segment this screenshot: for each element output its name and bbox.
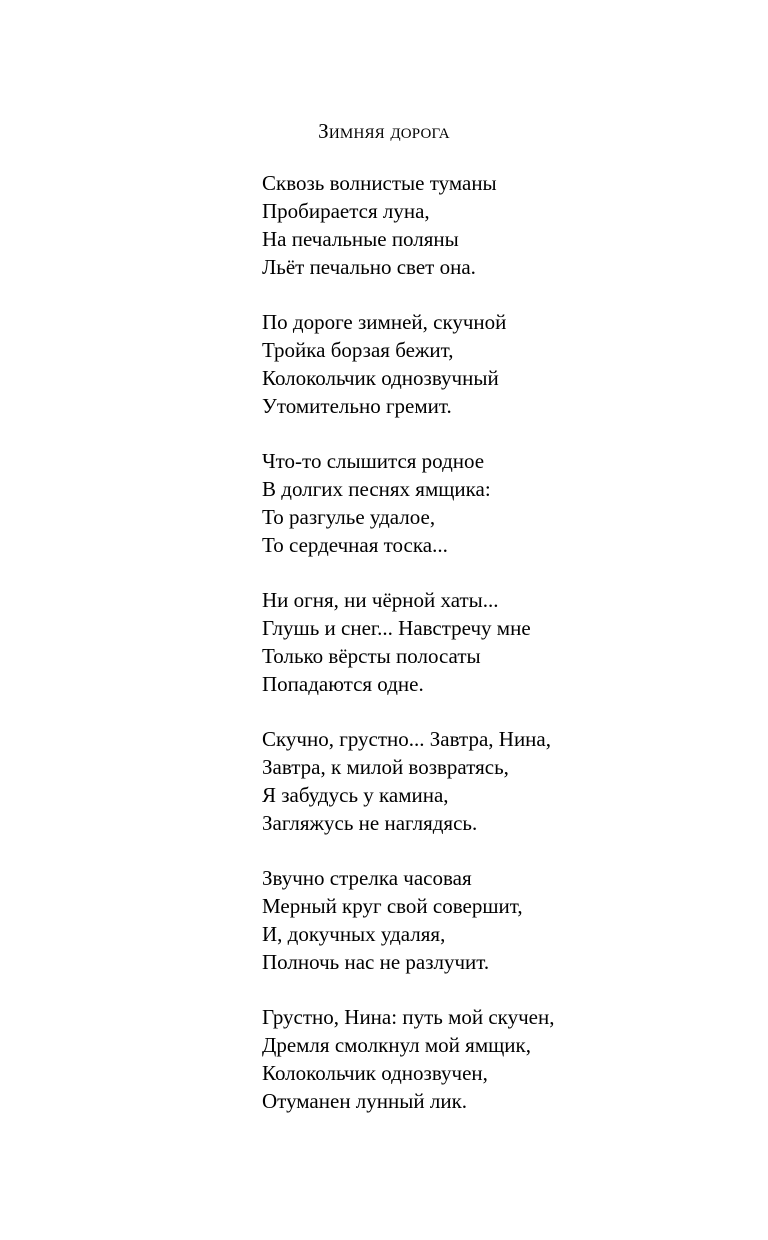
stanza-2 (262, 308, 722, 420)
poem-line: Тройка борзая бежит, (262, 338, 454, 362)
stanza-6 (262, 864, 722, 976)
poem-line: Пробирается луна, (262, 199, 430, 223)
stanza-5 (262, 725, 722, 837)
poem-line: Я забудусь у камина, (262, 783, 449, 807)
poem-line: Утомительно гремит. (262, 394, 452, 418)
poem-line: Полночь нас не разлучит. (262, 950, 490, 974)
poem-line: Что-то слышится родное (262, 449, 485, 473)
poem-line: Сквозь волнистые туманы (262, 171, 497, 195)
poem-line: То разгулье удалое, (262, 505, 436, 529)
poem-line: В долгих песнях ямщика: (262, 477, 491, 501)
poem-line: И, докучных удаляя, (262, 922, 446, 946)
poem-line: Загляжусь не наглядясь. (262, 811, 478, 835)
poem-line: Попадаются одне. (262, 672, 424, 696)
poem-line: По дороге зимней, скучной (262, 310, 507, 334)
stanza-4 (262, 586, 722, 698)
poem-line: Грустно, Нина: путь мой скучен, (262, 1005, 555, 1029)
stanza-3 (262, 447, 722, 559)
poem-line: Колокольчик однозвучный (262, 366, 499, 390)
poem-line: Льёт печально свет она. (262, 255, 476, 279)
poem-body (262, 169, 722, 1142)
poem-line: Отуманен лунный лик. (262, 1089, 468, 1113)
poem-line: Мерный круг свой совершит, (262, 894, 523, 918)
poem-line: Дремля смолкнул мой ямщик, (262, 1033, 531, 1057)
poem-title: Зимняя дорога (318, 119, 450, 143)
poem-line: Скучно, грустно... Завтра, Нина, (262, 727, 551, 751)
poem-line: Ни огня, ни чёрной хаты... (262, 588, 499, 612)
poem-line: На печальные поляны (262, 227, 459, 251)
poem-line: Колокольчик однозвучен, (262, 1061, 488, 1085)
stanza-7 (262, 1003, 722, 1115)
poem-line: Завтра, к милой возвратясь, (262, 755, 509, 779)
poem-line: То сердечная тоска... (262, 533, 448, 557)
stanza-1 (262, 169, 722, 281)
poem-line: Глушь и снег... Навстречу мне (262, 616, 531, 640)
poem-line: Звучно стрелка часовая (262, 866, 472, 890)
poem-line: Только вёрсты полосаты (262, 644, 481, 668)
